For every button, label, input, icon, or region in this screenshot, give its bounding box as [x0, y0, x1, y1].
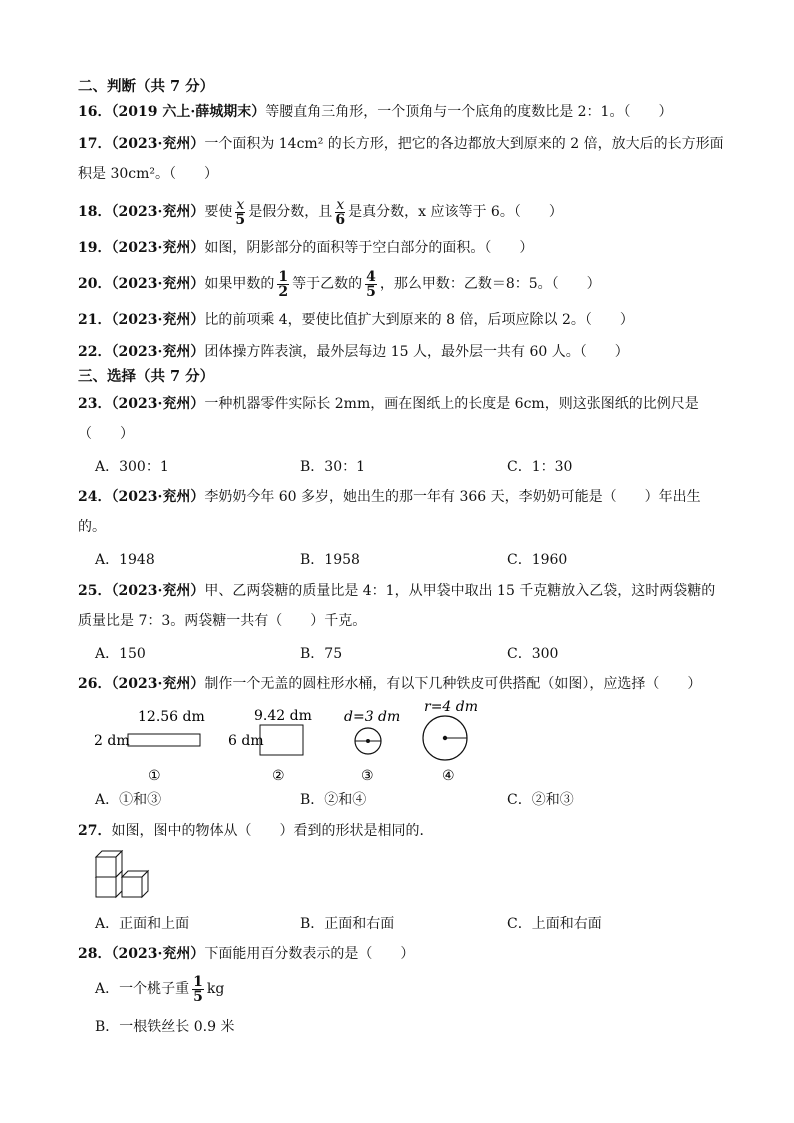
question-text: 团体操方阵表演，最外层每边 15 人，最外层一共有 60 人。（ ）: [204, 344, 629, 360]
question-23-cont: （ ）: [78, 426, 134, 442]
section-heading-choice: 三、选择（共 7 分）: [78, 368, 215, 385]
rect2-width-label: 9.42 dm: [254, 708, 312, 724]
question-17-cont: 积是 30cm²。（ ）: [78, 166, 218, 182]
question-number: 18．: [78, 204, 112, 220]
fraction-numerator: 4: [366, 268, 376, 285]
question-number: 16．: [78, 104, 112, 120]
fraction-denominator: 5: [366, 283, 376, 300]
question-text: 等腰直角三角形，一个顶角与一个底角的度数比是 2：1。（ ）: [265, 104, 673, 120]
option-b[interactable]: B．1958: [300, 552, 360, 568]
fraction: [192, 975, 204, 1004]
rect1-height-label: 2 dm: [94, 733, 130, 749]
question-source: （2023·兖州）: [111, 676, 205, 692]
question-text: 要使: [204, 204, 233, 220]
option-c[interactable]: C．上面和右面: [507, 916, 602, 932]
question-number: 28．: [78, 946, 112, 962]
option-a[interactable]: A．正面和上面: [95, 916, 190, 932]
question-number: 21．: [78, 312, 112, 328]
option-c[interactable]: C．1960: [507, 552, 568, 568]
rect2-shape: [260, 725, 303, 755]
fraction-numerator: 1: [193, 973, 203, 990]
question-text: 是真分数，x 应该等于 6。（ ）: [348, 204, 563, 220]
option-b[interactable]: B．正面和右面: [300, 916, 395, 932]
question-17: [78, 134, 724, 154]
option-a[interactable]: A．①和③: [95, 792, 162, 808]
fraction: [365, 270, 377, 299]
question-text: 是假分数，且: [248, 204, 333, 220]
circle2-label: r=4 dm: [424, 699, 479, 715]
question-16: [78, 102, 672, 122]
fraction: [277, 270, 289, 299]
question-source: （2023·兖州）: [111, 396, 205, 412]
fraction-denominator: 5: [193, 988, 203, 1005]
question-19: [78, 238, 533, 258]
option-a[interactable]: [95, 973, 224, 1005]
question-number: 25．: [78, 583, 112, 599]
question-24-cont: 的。: [78, 519, 106, 535]
cube-front-face: [96, 877, 116, 897]
label-2: ②: [272, 768, 285, 784]
question-text: 如图，图中的物体从（ ）看到的形状是相同的．: [111, 823, 434, 839]
question-source: （2023·兖州）: [111, 204, 205, 220]
question-27: [78, 821, 433, 841]
cube-front-face: [122, 877, 142, 897]
option-c[interactable]: C．1：30: [507, 459, 573, 475]
cubes-figure: [90, 850, 160, 902]
fraction-denominator: 5: [235, 211, 246, 228]
cube-front-face: [96, 857, 116, 877]
question-24: [78, 487, 701, 507]
circle1-center: [366, 739, 370, 743]
option-c[interactable]: C．300: [507, 646, 559, 662]
circle1-label: d=3 dm: [344, 709, 401, 725]
question-source: （2023·兖州）: [111, 344, 205, 360]
question-21: [78, 310, 634, 330]
question-28: [78, 944, 414, 964]
option-c[interactable]: C．②和③: [507, 792, 574, 808]
question-number: 27．: [78, 823, 112, 839]
question-number: 20．: [78, 276, 112, 292]
question-18: [78, 196, 563, 228]
question-number: 23．: [78, 396, 112, 412]
fraction-numerator: x: [236, 196, 245, 213]
question-source: （2023·兖州）: [111, 136, 205, 152]
fraction-numerator: x: [336, 196, 345, 213]
sheet-figure: [0, 695, 794, 787]
option-a[interactable]: A．300：1: [95, 459, 169, 475]
question-source: （2023·兖州）: [111, 946, 205, 962]
question-number: 26．: [78, 676, 112, 692]
question-23: [78, 394, 699, 414]
fraction-denominator: 2: [278, 283, 289, 300]
question-text: 甲、乙两袋糖的质量比是 4：1，从甲袋中取出 15 千克糖放入乙袋，这时两袋糖的: [204, 583, 716, 599]
label-3: ③: [361, 768, 374, 784]
question-text: 下面能用百分数表示的是（ ）: [204, 946, 415, 962]
question-text: ，那么甲数：乙数＝8：5。（ ）: [379, 276, 601, 292]
question-number: 17．: [78, 136, 112, 152]
rect1-width-label: 12.56 dm: [138, 709, 205, 725]
question-22: [78, 342, 629, 362]
question-text: 如果甲数的: [204, 276, 275, 292]
fraction: [335, 198, 345, 227]
question-number: 24．: [78, 489, 112, 505]
option-a[interactable]: A．1948: [95, 552, 155, 568]
question-text: 李奶奶今年 60 多岁，她出生的那一年有 366 天，李奶奶可能是（ ）年出生: [204, 489, 701, 505]
question-source: （2023·兖州）: [111, 489, 205, 505]
question-source: （2019 六上·薛城期末）: [111, 104, 266, 120]
circle2-center: [443, 736, 447, 740]
option-b[interactable]: B．②和④: [300, 792, 367, 808]
label-4: ④: [442, 768, 455, 784]
fraction: [235, 198, 245, 227]
question-text: 如图，阴影部分的面积等于空白部分的面积。（ ）: [204, 240, 534, 256]
option-b[interactable]: B．75: [300, 646, 343, 662]
option-a-unit: kg: [206, 981, 225, 997]
fraction-numerator: 1: [278, 268, 289, 285]
label-1: ①: [148, 768, 161, 784]
option-a[interactable]: A．150: [95, 646, 146, 662]
question-text: 一种机器零件实际长 2mm，画在图纸上的长度是 6cm，则这张图纸的比例尺是: [204, 396, 699, 412]
option-a-text: A．一个桃子重: [95, 981, 190, 997]
section-heading-judge: 二、判断（共 7 分）: [78, 78, 215, 95]
question-number: 22．: [78, 344, 112, 360]
question-25: [78, 581, 715, 601]
question-source: （2023·兖州）: [111, 583, 205, 599]
question-source: （2023·兖州）: [111, 240, 205, 256]
question-text: 制作一个无盖的圆柱形水桶，有以下几种铁皮可供搭配（如图），应选择（ ）: [204, 676, 702, 692]
question-text: 比的前项乘 4，要使比值扩大到原来的 8 倍，后项应除以 2。（ ）: [204, 312, 634, 328]
question-text: 等于乙数的: [292, 276, 363, 292]
option-b[interactable]: B．一根铁丝长 0.9 米: [95, 1019, 235, 1035]
question-26: [78, 674, 701, 694]
rect2-height-label: 6 dm: [228, 733, 264, 749]
rect1-shape: [128, 734, 200, 746]
question-20: [78, 268, 601, 300]
question-number: 19．: [78, 240, 112, 256]
option-b[interactable]: B．30：1: [300, 459, 366, 475]
fraction-denominator: 6: [335, 211, 346, 228]
question-25-cont: 质量比是 7：3。两袋糖一共有（ ）千克。: [78, 613, 367, 629]
question-source: （2023·兖州）: [111, 276, 205, 292]
question-text: 一个面积为 14cm² 的长方形，把它的各边都放大到原来的 2 倍，放大后的长方形面: [204, 136, 724, 152]
question-source: （2023·兖州）: [111, 312, 205, 328]
